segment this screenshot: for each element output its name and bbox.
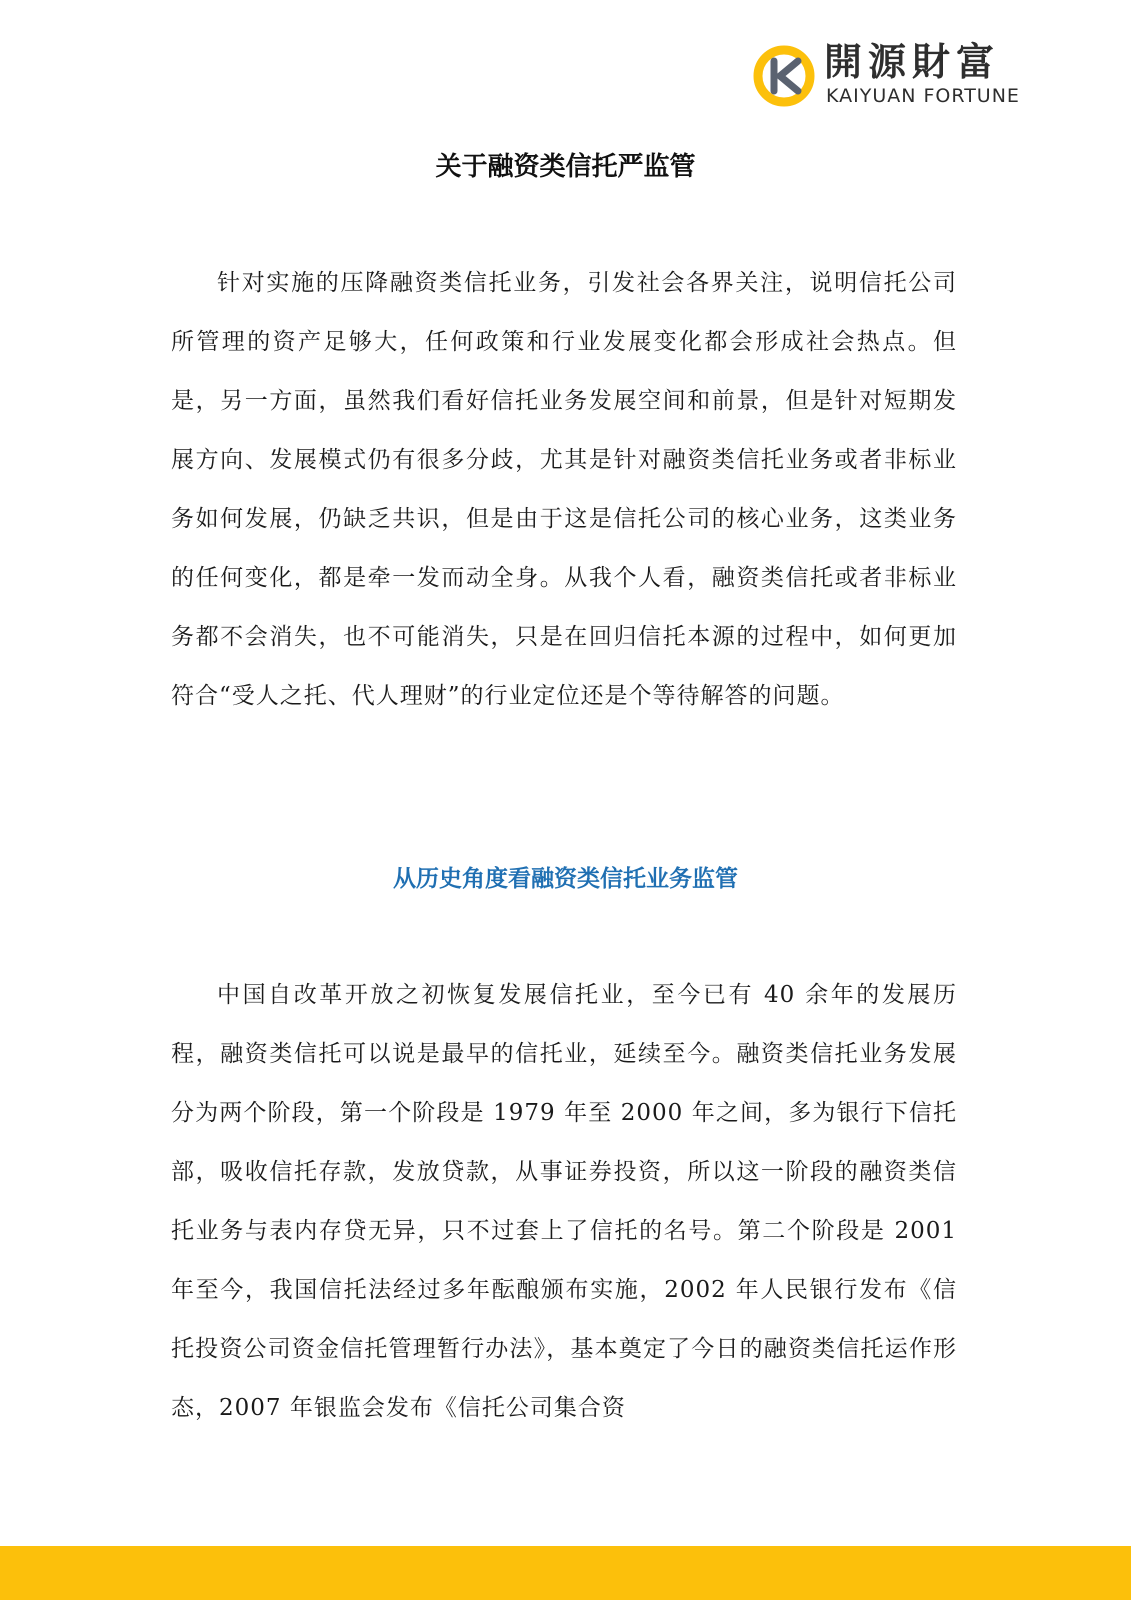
company-logo	[752, 40, 1052, 110]
footer-band	[0, 1546, 1131, 1600]
body-paragraph-1: 针对实施的压降融资类信托业务，引发社会各界关注，说明信托公司所管理的资产足够大，任何政策和行业发展变化都会形成社会热点。但是，另一方面，虽然我们看好信托业务发展空间和前景，但是针对短期发展方向、发展模式仍有很多分歧，尤其是针对融资类信托业务或者非标业务如何发展，仍缺乏共识，但是由于这是信托公司的核心业务，这类业务的任何变化，都是牵一发而动全身。从我个人看，融资类信托或者非标业务都不会消失，也不可能消失，只是在回归信托本源的过程中，如何更加符合“受人之托、代人理财”的行业定位还是个等待解答的问题。	[171, 270, 957, 709]
kaiyuan-logo-icon	[752, 44, 816, 108]
document-title: 关于融资类信托严监管	[435, 152, 696, 182]
logo-name-en: KAIYUAN FORTUNE	[826, 85, 1020, 107]
body-paragraph-2: 中国自改革开放之初恢复发展信托业，至今已有 40 余年的发展历程，融资类信托可以说是最早的信托业，延续至今。融资类信托业务发展分为两个阶段，第一个阶段是 1979 年至 2000 年之间，多为银行下信托部，吸收信托存款，发放贷款，从事证券投资，所以这一阶段的融资类信托业务与表内存贷无异，只不过套上了信托的名号。第二个阶段是 2001 年至今，我国信托法经过多年酝酿颁布实施，2002 年人民银行发布《信托投资公司资金信托管理暂行办法》，基本奠定了今日的融资类信托运作形态，2007 年银监会发布《信托公司集合资	[171, 982, 957, 1421]
logo-name-cn: 開源財富	[824, 40, 1001, 84]
section-heading: 从历史角度看融资类信托业务监管	[393, 865, 738, 892]
